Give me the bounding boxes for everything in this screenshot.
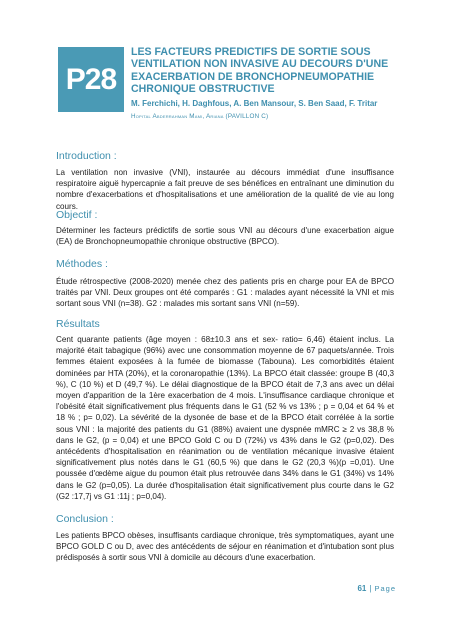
article-title: LES FACTEURS PREDICTIFS DE SORTIE SOUS VENTILATION NON INVASIVE AU DECOURS D'UNE EXACERBATION DE BRONCHOPNEUMOPATHIE CHRONIQUE OBSTRUCTIVE	[131, 46, 389, 95]
conclusion-text: Les patients BPCO obèses, insuffisants cardiaque chronique, très symptomatiques, ayant une BPCO GOLD C ou D, avec des antécédents de séjour en réanimation et d'intubation sont plus prédisposés à sortir sous VNI à domicile au décours d'une exacerbation.	[56, 531, 394, 563]
introduction-heading: Introduction :	[56, 150, 117, 162]
objectif-heading: Objectif :	[56, 209, 98, 221]
conclusion-heading: Conclusion :	[56, 513, 114, 525]
footer-separator: |	[369, 584, 372, 593]
poster-badge: P28	[58, 47, 124, 112]
methodes-heading: Méthodes :	[56, 258, 108, 270]
introduction-text: La ventilation non invasive (VNI), instaurée au décours immédiat d'une insuffisance respiratoire aiguë hypercapnie a fait preuve de ses bénéfices en entraînant une diminution du nombre d'exacerbations et d'hospitalisations et une amélioration de la qualité de vie au long cours.	[56, 168, 394, 211]
page-number: 61	[357, 584, 367, 593]
methodes-text: Étude rétrospective (2008-2020) menée chez des patients pris en charge pour EA de BPCO traités par VNI. Deux groupes ont été comparés : G1 : malades ayant nécessité la VNI et mis sortant sous VNI (n=38). G2 : malades mis sortant sans VNI (n=59).	[56, 277, 394, 309]
page-footer	[336, 584, 396, 593]
objectif-text: Déterminer les facteurs prédictifs de sortie sous VNI au décours d'une exacerbation aigue (EA) de Bronchopneumopathie chronique obstructive (BPCO).	[56, 226, 394, 247]
resultats-text: Cent quarante patients (âge moyen : 68±10.3 ans et sex- ratio= 6,46) étaient inclus. La majorité était tabagique (96%) avec une consommation moyenne de 67 paquets/année. Trois femmes étaient exposées à la fumée de biomasse (Tabouna). Les comorbidités étaient dominées par HTA (20%), et la coronaropathie (13%). La BPCO était classée: groupe B (40,3 %), C (10 %) et D (49,7 %). Le délai diagnostique de la BPCO était de 7,3 ans avec un délai moyen d'apparition de la 1ère exacerbation de 4 mois. L'insuffisance cardiaque chronique et l'obésité était significativement plus fréquents dans le G1 (52 % vs 13% ; p = 0,04 et 64 % et 18 % ; p= 0,02). La sévérité de la dysonée de base et de la BPCO était corrélée à la sortie sous VNI : la majorité des patients du G1 (88%) avaient une dyspnée mMRC ≥ 2 vs 38,8 % dans le G2, (p = 0,04) et une BPCO Gold C ou D (72%) vs 43% dans le G2 (p=0,02). Des antécédents d'hospitalisation en réanimation ou de ventilation mécanique invasive étaient significativement plus notés dans le G1 (60,5 %) que dans le G2 (20,3 %)(p =0,01). Une poussée d'œdème aigue du poumon était plus retrouvée dans 34% dans le G1 (34%) vs 14% dans le G2 (p=0,05). La durée d'hospitalisation était significativement plus courte dans le G2 (G2 :17,7j vs G1 :11j ; p=0,04).	[56, 335, 394, 501]
page-label: Page	[374, 584, 396, 593]
affiliation-line: Hopital Abderrahman Mami, Ariana (PAVILLON C)	[131, 113, 269, 120]
authors-line: M. Ferchichi, H. Daghfous, A. Ben Mansour, S. Ben Saad, F. Tritar	[131, 99, 378, 108]
resultats-heading: Résultats	[56, 318, 100, 330]
